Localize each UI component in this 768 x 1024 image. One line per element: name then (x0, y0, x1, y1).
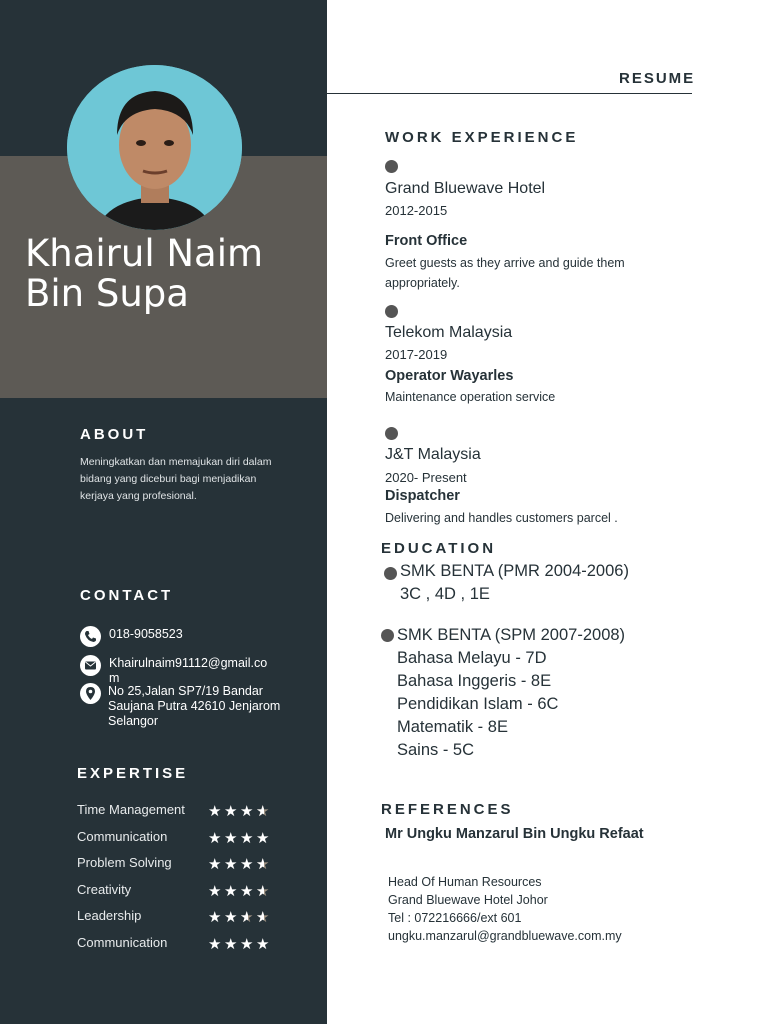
work-desc-1: Greet guests as they arrive and guide them appropriately. (385, 256, 625, 290)
contact-title: CONTACT (80, 587, 174, 604)
skill-label: Problem Solving (77, 855, 172, 871)
work-role-2: Operator Wayarles (385, 368, 514, 384)
phone-icon (80, 626, 101, 647)
work-years-1: 2012-2015 (385, 203, 448, 218)
about-title: ABOUT (80, 426, 149, 443)
star-icon: ★ (208, 936, 222, 953)
skill-rating (208, 830, 272, 848)
name-line-2: Bin Supa (25, 272, 189, 315)
star-icon: ★ (240, 803, 254, 820)
header-divider (327, 93, 692, 94)
skill-label: Time Management (77, 802, 185, 817)
education-detail: Pendidikan Islam - 6C (397, 695, 559, 713)
email-icon (80, 655, 101, 676)
name-line-1: Khairul Naim (25, 232, 264, 275)
contact-phone[interactable]: 018-9058523 (109, 627, 183, 641)
star-icon: ★ (208, 856, 222, 874)
star-icon: ★ ★ (256, 857, 272, 872)
skill-label: Communication (77, 935, 168, 950)
reference-position: Head Of Human Resources (388, 875, 542, 889)
work-experience-title: WORK EXPERIENCE (385, 129, 579, 146)
location-pin-icon (80, 683, 101, 704)
work-company-3: J&T Malaysia (385, 446, 481, 463)
reference-name: Mr Ungku Manzarul Bin Ungku Refaat (385, 826, 644, 842)
bullet-dot (385, 427, 398, 440)
education-detail: Matematik - 8E (397, 718, 508, 736)
star-icon: ★ (224, 803, 238, 820)
education-school-2: SMK BENTA (SPM 2007-2008) (397, 626, 626, 644)
person-portrait-icon (67, 65, 242, 230)
references-title: REFERENCES (381, 801, 514, 818)
reference-email[interactable]: ungku.manzarul@grandbluewave.com.my (388, 929, 622, 943)
star-icon: ★ ★ (240, 910, 256, 925)
work-company-2: Telekom Malaysia (385, 324, 513, 341)
star-icon: ★ (240, 856, 254, 874)
work-desc-3: Delivering and handles customers parcel . (385, 511, 618, 525)
contact-email[interactable]: Khairulnaim91112@gmail.com (109, 656, 268, 685)
skill-label: Communication (77, 828, 168, 844)
bullet-dot (384, 567, 397, 580)
education-item-2 (397, 624, 625, 762)
full-name (25, 234, 263, 314)
skill-rating (208, 856, 272, 874)
star-icon: ★ (208, 882, 222, 900)
contact-address: No 25,Jalan SP7/19 Bandar Saujana Putra 42610 Jenjarom Selangor (108, 684, 281, 728)
skill-rating (208, 883, 272, 901)
education-detail: Bahasa Inggeris - 8E (397, 672, 552, 690)
reference-company: Grand Bluewave Hotel Johor (388, 893, 548, 907)
star-icon: ★ (224, 936, 238, 953)
star-icon: ★ (224, 856, 238, 874)
star-icon: ★ (256, 936, 270, 953)
education-school-1: SMK BENTA (PMR 2004-2006) (400, 562, 629, 580)
education-detail: Bahasa Melayu - 7D (397, 649, 547, 667)
work-desc-2: Maintenance operation service (385, 390, 556, 404)
skill-rating (208, 803, 272, 821)
skill-label: Leadership (77, 908, 142, 924)
star-icon: ★ ★ (256, 910, 272, 925)
bullet-dot (381, 629, 394, 642)
work-role-3: Dispatcher (385, 488, 460, 504)
resume-label: RESUME (619, 70, 696, 87)
star-icon: ★ (240, 882, 254, 900)
work-years-2: 2017-2019 (385, 347, 448, 362)
education-title: EDUCATION (381, 540, 497, 557)
skill-label: Creativity (77, 881, 132, 897)
star-icon: ★ (208, 803, 222, 820)
profile-photo (67, 65, 242, 230)
bullet-dot (385, 305, 398, 318)
star-icon: ★ ★ (256, 884, 272, 899)
work-years-3: 2020- Present (385, 470, 467, 485)
star-icon: ★ (224, 909, 238, 927)
star-icon: ★ (240, 829, 254, 847)
education-detail: Sains - 5C (397, 741, 475, 759)
work-company-1: Grand Bluewave Hotel (385, 180, 546, 197)
education-detail: 3C , 4D , 1E (400, 585, 490, 603)
bullet-dot (385, 160, 398, 173)
education-item-1 (400, 560, 629, 606)
star-icon: ★ ★ (256, 804, 272, 819)
work-role-1: Front Office (385, 233, 468, 249)
skill-rating (208, 909, 272, 927)
reference-tel[interactable]: Tel : 072216666/ext 601 (388, 911, 522, 925)
star-icon: ★ (208, 829, 222, 847)
star-icon: ★ (208, 909, 222, 927)
star-icon: ★ (224, 829, 238, 847)
skill-rating (208, 936, 272, 954)
star-icon: ★ (256, 829, 270, 847)
about-text: Meningkatkan dan memajukan diri dalam bidang yang diceburi bagi menjadikan kerjaya yang profesional. (80, 456, 272, 502)
star-icon: ★ (224, 882, 238, 900)
star-icon: ★ (240, 936, 254, 953)
expertise-title: EXPERTISE (77, 765, 189, 782)
